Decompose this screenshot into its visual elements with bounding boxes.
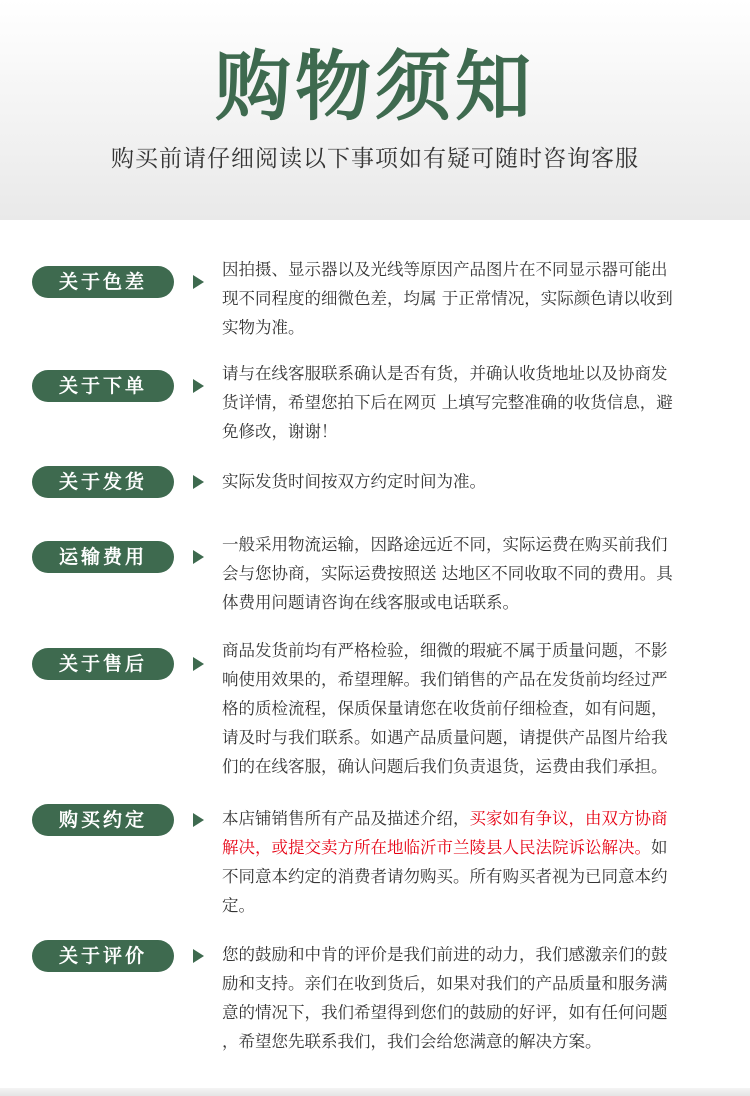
section-label: 关于售后 <box>32 648 174 680</box>
dispute-clause-highlight: 买家如有争议，由双方协商 <box>469 809 668 828</box>
section-text: 本店铺销售所有产品及描述介绍，买家如有争议，由双方协商 解决，或提交卖方所在地临沂市兰陵县人民法院诉讼解决。如 不同意本约定的消费者请勿购买。所有购买者视为已同意本约 定。 <box>222 809 668 915</box>
section-text: 商品发货前均有严格检验，细微的瑕疵不属于质量问题，不影 响使用效果的，希望理解。我们销售的产品在发货前均经过严 格的质检流程，保质保量请您在收货前仔细检查，如有问题， 请及时与我们联系。如遇产品质量问题，请提供产品图片给我 们的在线客服，确认问题后我们负责退货，运费由我们承担。 <box>222 641 668 776</box>
arrow-right-icon <box>193 475 204 489</box>
dispute-clause-highlight: 解决，或提交卖方所在地临沂市兰陵县人民法院诉讼解决。 <box>222 838 651 857</box>
arrow-right-icon <box>193 275 204 289</box>
section-label: 关于评价 <box>32 940 174 972</box>
arrow-right-icon <box>193 949 204 963</box>
section-label: 关于发货 <box>32 466 174 498</box>
section-label: 关于下单 <box>32 370 174 402</box>
page-subtitle: 购买前请仔细阅读以下事项如有疑可随时咨询客服 <box>111 146 639 172</box>
arrow-right-icon <box>193 813 204 827</box>
section-label: 关于色差 <box>32 266 174 298</box>
arrow-right-icon <box>193 379 204 393</box>
bottom-divider <box>0 1088 750 1096</box>
arrow-right-icon <box>193 550 204 564</box>
section-text: 实际发货时间按双方约定时间为准。 <box>222 472 486 491</box>
section-text: 一般采用物流运输，因路途远近不同，实际运费在购买前我们 会与您协商，实际运费按照送 达地区不同收取不同的费用。具 体费用问题请咨询在线客服或电话联系。 <box>222 535 673 612</box>
section-text: 请与在线客服联系确认是否有货，并确认收货地址以及协商发 货详情，希望您拍下后在网页 上填写完整准确的收货信息，避 免修改，谢谢！ <box>222 364 673 441</box>
page-title: 购物须知 <box>215 42 535 131</box>
section-label: 运输费用 <box>32 541 174 573</box>
section-text: 因拍摄、显示器以及光线等原因产品图片在不同显示器可能出 现不同程度的细微色差，均属 于正常情况，实际颜色请以收到 实物为准。 <box>222 260 673 337</box>
header-banner <box>0 0 750 220</box>
arrow-right-icon <box>193 657 204 671</box>
section-label: 购买约定 <box>32 804 174 836</box>
section-text: 您的鼓励和中肯的评价是我们前进的动力，我们感激亲们的鼓 励和支持。亲们在收到货后，如果对我们的产品质量和服务满 意的情况下，我们希望得到您们的鼓励的好评，如有任何问题 ，希望您先联系我们，我们会给您满意的解决方案。 <box>222 945 668 1051</box>
